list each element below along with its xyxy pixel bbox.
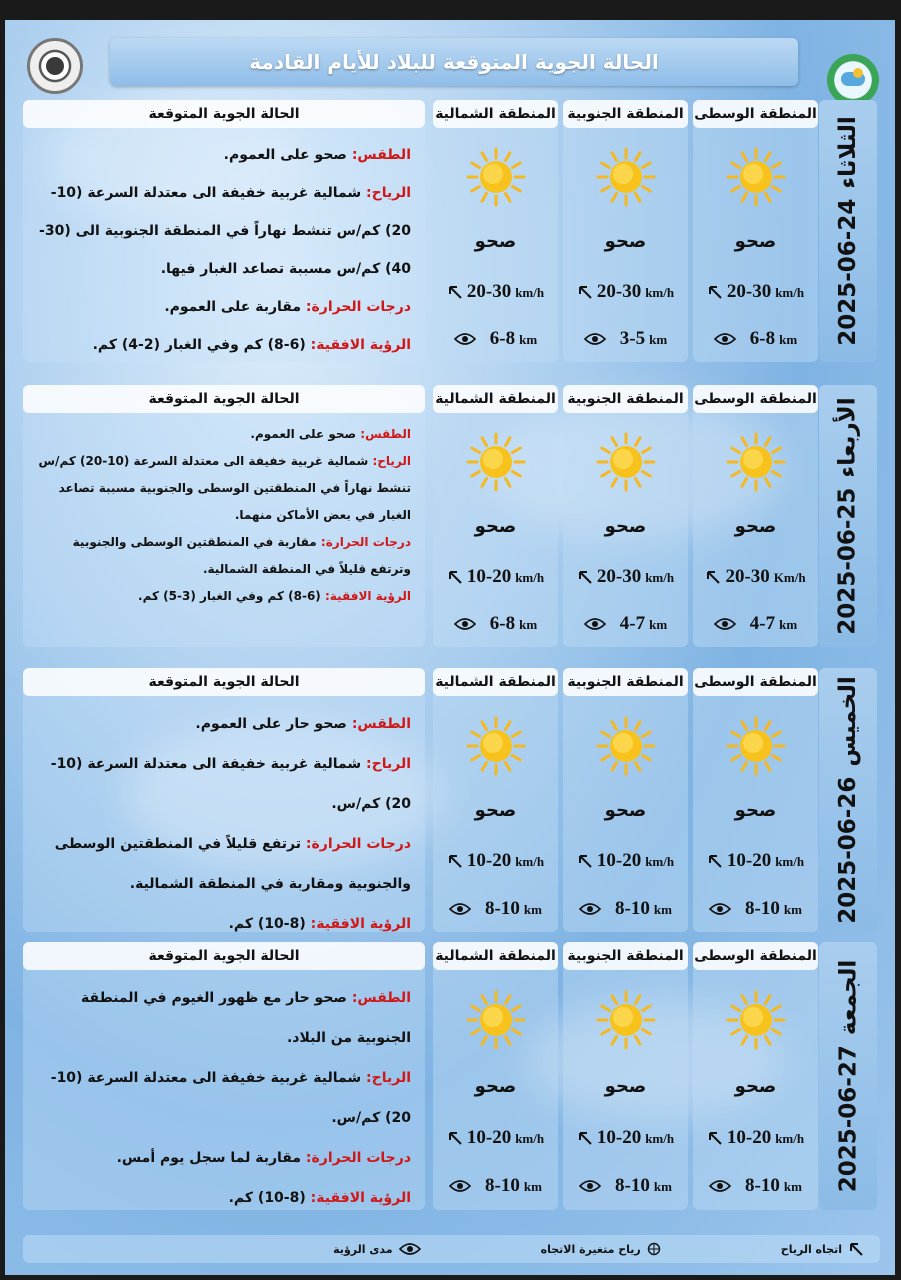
day-date: 2025-06-26 <box>835 776 862 924</box>
eye-icon <box>454 332 476 346</box>
winds-label: الرياح: <box>366 1070 411 1086</box>
winds-text: شمالية غربية خفيفة الى معتدلة السرعة (10-20) كم/س تنشط نهاراً في المنطقة الجنوبية الى (30-40) كم/س مسببة تصاعد الغبار فيها. <box>39 185 411 277</box>
eye-icon <box>714 617 736 631</box>
visibility-range <box>693 613 818 635</box>
region-name: المنطقة الوسطى <box>693 100 818 128</box>
visibility-value: 8-10 <box>485 1175 520 1196</box>
eye-icon <box>449 902 471 916</box>
forecast-heading: الحالة الجوية المتوقعة <box>23 385 425 413</box>
condition-text: صحو <box>734 1076 777 1097</box>
date-tab <box>819 668 877 932</box>
winds-text: شمالية غربية خفيفة الى معتدلة السرعة (10-20) كم/س تنشط نهاراً في المنطقتين الوسطى والجنوبية مسببة تصاعد الغبار في بعض الأماكن منهما. <box>38 454 411 522</box>
condition-text: صحو <box>474 516 517 537</box>
date-tab <box>819 942 877 1210</box>
visibility-value: 4-7 <box>619 613 646 634</box>
forecast-heading: الحالة الجوية المتوقعة <box>23 100 425 128</box>
winds-text: شمالية غربية خفيفة الى معتدلة السرعة (10-20) كم/س. <box>50 1070 411 1126</box>
visibility-unit: km <box>779 617 798 632</box>
weather-label: الطقس: <box>351 147 411 163</box>
wind-direction-icon <box>707 853 723 869</box>
sun-icon <box>726 147 786 207</box>
wind-value: 10-20 <box>596 850 642 871</box>
visibility-unit: km <box>649 617 668 632</box>
visibility-range <box>433 328 558 350</box>
condition-text: صحو <box>474 800 517 821</box>
wind-direction-icon <box>577 569 593 585</box>
forecast-heading: الحالة الجوية المتوقعة <box>23 668 425 696</box>
forecast-heading: الحالة الجوية المتوقعة <box>23 942 425 970</box>
visibility-unit: km <box>653 902 672 917</box>
visibility-value: 8-10 <box>485 898 520 919</box>
condition-text: صحو <box>604 800 647 821</box>
wind-value: 20-30 <box>596 281 642 302</box>
region-card <box>433 942 558 1210</box>
condition-text: صحو <box>474 231 517 252</box>
visibility-line <box>37 326 411 364</box>
wind-unit: km/h <box>645 570 675 585</box>
eye-icon <box>454 617 476 631</box>
region-card <box>563 668 688 932</box>
visibility-text: (8-10) كم. <box>228 916 306 932</box>
forecast-panel <box>23 385 425 647</box>
visibility-label: الرؤية الافقية: <box>324 589 411 603</box>
visibility-line <box>37 904 411 944</box>
temps-label: درجات الحرارة: <box>320 535 411 549</box>
temps-text: مقاربة في المنطقتين الوسطى والجنوبية وترتفع قليلاً في المنطقة الشمالية. <box>72 535 411 576</box>
visibility-value: 6-8 <box>749 328 776 349</box>
temps-line <box>37 1138 411 1178</box>
visibility-unit: km <box>783 1179 802 1194</box>
wind-unit: km/h <box>645 285 675 300</box>
visibility-unit: km <box>523 902 542 917</box>
wind-speed <box>693 850 818 872</box>
region-card <box>693 668 818 932</box>
sun-icon <box>596 716 656 776</box>
region-name: المنطقة الوسطى <box>693 668 818 696</box>
weather-line <box>37 136 411 174</box>
wind-value: 10-20 <box>466 566 512 587</box>
visibility-range <box>563 898 688 920</box>
wind-speed <box>433 566 558 588</box>
visibility-text: (6-8) كم وفي الغبار (2-4) كم. <box>92 337 306 353</box>
visibility-unit: km <box>653 1179 672 1194</box>
wind-unit: km/h <box>515 285 545 300</box>
winds-text: شمالية غربية خفيفة الى معتدلة السرعة (10-20) كم/س. <box>50 756 411 812</box>
wind-speed <box>563 281 688 303</box>
meteorology-logo <box>27 38 83 94</box>
region-name: المنطقة الشمالية <box>433 385 558 413</box>
sun-icon <box>596 990 656 1050</box>
winds-label: الرياح: <box>366 185 411 201</box>
visibility-value: 8-10 <box>745 898 780 919</box>
condition-text: صحو <box>734 800 777 821</box>
wind-speed <box>563 566 688 588</box>
region-name: المنطقة الجنوبية <box>563 100 688 128</box>
visibility-range <box>693 898 818 920</box>
temps-text: ترتفع قليلاً في المنطقتين الوسطى والجنوبية ومقاربة في المنطقة الشمالية. <box>54 836 411 892</box>
wind-direction-icon <box>705 569 721 585</box>
forecast-text <box>23 413 425 610</box>
wind-speed <box>563 850 688 872</box>
wind-value: 20-30 <box>596 566 642 587</box>
region-card <box>563 100 688 362</box>
wind-unit: km/h <box>645 1131 675 1146</box>
wind-speed <box>433 1127 558 1149</box>
legend <box>23 1235 880 1263</box>
region-card <box>433 385 558 647</box>
ministry-logo <box>827 54 879 106</box>
eye-icon <box>709 1179 731 1193</box>
legend-variable-wind <box>541 1242 661 1256</box>
weather-line <box>37 978 411 1058</box>
visibility-text: (8-10) كم. <box>228 1190 306 1206</box>
wind-speed <box>563 1127 688 1149</box>
weather-text: صحو على العموم. <box>250 427 357 441</box>
forecast-text <box>23 970 425 1218</box>
weather-line <box>37 421 411 448</box>
condition-text: صحو <box>604 1076 647 1097</box>
legend-variable-label: رياح متغيرة الاتجاه <box>540 1242 641 1256</box>
variable-wind-icon <box>647 1242 661 1256</box>
winds-line <box>37 174 411 288</box>
day-block <box>5 385 895 647</box>
visibility-range <box>433 613 558 635</box>
day-block <box>5 100 895 362</box>
wind-speed <box>433 850 558 872</box>
eye-icon <box>714 332 736 346</box>
region-card <box>563 385 688 647</box>
condition-text: صحو <box>604 516 647 537</box>
date-tab <box>819 385 877 647</box>
region-card <box>693 100 818 362</box>
wind-unit: km/h <box>515 1131 545 1146</box>
visibility-value: 8-10 <box>745 1175 780 1196</box>
wind-value: 20-30 <box>725 566 770 587</box>
day-name: الأربعاء <box>835 397 862 478</box>
day-date: 2025-06-24 <box>835 198 861 346</box>
visibility-text: (6-8) كم وفي الغبار (3-5) كم. <box>138 589 321 603</box>
day-name: الجمعة <box>835 959 862 1036</box>
visibility-range <box>433 1175 558 1197</box>
wind-value: 10-20 <box>726 850 772 871</box>
wind-value: 10-20 <box>726 1127 772 1148</box>
day-block <box>5 942 895 1210</box>
eye-icon <box>579 902 601 916</box>
region-card <box>693 942 818 1210</box>
wind-unit: km/h <box>775 854 805 869</box>
region-name: المنطقة الوسطى <box>693 942 818 970</box>
sun-icon <box>726 990 786 1050</box>
condition-text: صحو <box>734 516 777 537</box>
temps-line <box>37 824 411 904</box>
weather-text: صحو على العموم. <box>223 147 347 163</box>
wind-direction-icon <box>447 569 463 585</box>
sun-icon <box>596 432 656 492</box>
visibility-unit: km <box>523 1179 542 1194</box>
visibility-value: 4-7 <box>749 613 776 634</box>
temps-label: درجات الحرارة: <box>305 1150 411 1166</box>
legend-wind-label: اتجاه الرياح <box>780 1242 842 1256</box>
region-name: المنطقة الشمالية <box>433 942 558 970</box>
wind-direction-icon <box>447 1130 463 1146</box>
winds-label: الرياح: <box>366 756 411 772</box>
winds-line <box>37 1058 411 1138</box>
region-card <box>693 385 818 647</box>
visibility-line <box>37 583 411 610</box>
region-name: المنطقة الشمالية <box>433 668 558 696</box>
condition-text: صحو <box>604 231 647 252</box>
wind-value: 10-20 <box>596 1127 642 1148</box>
visibility-unit: km <box>783 902 802 917</box>
wind-speed <box>693 566 818 588</box>
temps-line <box>37 288 411 326</box>
visibility-value: 8-10 <box>615 1175 650 1196</box>
temps-label: درجات الحرارة: <box>305 299 411 315</box>
day-name: الخميس <box>835 676 862 767</box>
sun-icon <box>596 147 656 207</box>
wind-direction-icon <box>447 853 463 869</box>
forecast-sheet <box>5 20 895 1275</box>
weather-text: صحو حار على العموم. <box>195 716 347 732</box>
visibility-range <box>563 328 688 350</box>
visibility-range <box>563 1175 688 1197</box>
eye-icon <box>449 1179 471 1193</box>
sun-icon <box>726 432 786 492</box>
forecast-panel <box>23 668 425 932</box>
eye-icon <box>579 1179 601 1193</box>
visibility-value: 6-8 <box>489 328 516 349</box>
wind-direction-icon <box>707 1130 723 1146</box>
condition-text: صحو <box>734 231 777 252</box>
visibility-unit: km <box>779 332 798 347</box>
condition-text: صحو <box>474 1076 517 1097</box>
wind-unit: km/h <box>775 285 805 300</box>
day-date: 2025-06-27 <box>835 1045 862 1193</box>
visibility-value: 6-8 <box>489 613 516 634</box>
temps-line <box>37 529 411 583</box>
legend-visibility <box>333 1242 420 1256</box>
wind-value: 20-30 <box>466 281 512 302</box>
visibility-range <box>563 613 688 635</box>
weather-text: صحو حار مع ظهور الغيوم في المنطقة الجنوبية من البلاد. <box>81 990 411 1046</box>
visibility-unit: km <box>519 332 538 347</box>
forecast-text <box>23 696 425 944</box>
wind-unit: km/h <box>515 570 545 585</box>
visibility-value: 3-5 <box>619 328 646 349</box>
wind-direction-icon <box>848 1241 864 1257</box>
wind-speed <box>433 281 558 303</box>
eye-icon <box>584 332 606 346</box>
wind-speed <box>693 1127 818 1149</box>
sun-icon <box>466 147 526 207</box>
weather-label: الطقس: <box>351 990 411 1006</box>
visibility-unit: km <box>649 332 668 347</box>
eye-icon <box>709 902 731 916</box>
sun-icon <box>726 716 786 776</box>
legend-wind-direction <box>781 1241 864 1257</box>
forecast-text <box>23 128 425 364</box>
region-card <box>433 100 558 362</box>
temps-text: مقاربة على العموم. <box>164 299 302 315</box>
page-title: الحالة الجوية المتوقعة للبلاد للأيام القادمة <box>249 50 659 74</box>
region-name: المنطقة الجنوبية <box>563 385 688 413</box>
wind-direction-icon <box>577 853 593 869</box>
sun-icon <box>466 990 526 1050</box>
temps-text: مقاربة لما سجل يوم أمس. <box>116 1150 302 1166</box>
page-header <box>110 38 798 86</box>
region-name: المنطقة الشمالية <box>433 100 558 128</box>
forecast-panel <box>23 100 425 362</box>
day-block <box>5 668 895 932</box>
visibility-label: الرؤية الافقية: <box>310 337 411 353</box>
day-date: 2025-06-25 <box>835 487 862 635</box>
weather-label: الطقس: <box>351 716 411 732</box>
sun-icon <box>466 716 526 776</box>
winds-line <box>37 744 411 824</box>
region-name: المنطقة الجنوبية <box>563 942 688 970</box>
temps-label: درجات الحرارة: <box>305 836 411 852</box>
wind-direction-icon <box>577 1130 593 1146</box>
visibility-label: الرؤية الافقية: <box>310 916 411 932</box>
visibility-line <box>37 1178 411 1218</box>
wind-direction-icon <box>447 284 463 300</box>
wind-value: 10-20 <box>466 1127 512 1148</box>
wind-unit: Km/h <box>773 570 806 585</box>
region-card <box>433 668 558 932</box>
weather-line <box>37 704 411 744</box>
visibility-unit: km <box>519 617 538 632</box>
region-name: المنطقة الجنوبية <box>563 668 688 696</box>
wind-unit: km/h <box>645 854 675 869</box>
weather-label: الطقس: <box>360 427 411 441</box>
visibility-range <box>433 898 558 920</box>
date-tab <box>819 100 877 362</box>
wind-direction-icon <box>707 284 723 300</box>
visibility-value: 8-10 <box>615 898 650 919</box>
day-name: الثلاثاء <box>835 116 861 189</box>
visibility-label: الرؤية الافقية: <box>310 1190 411 1206</box>
eye-icon <box>399 1242 421 1256</box>
wind-speed <box>693 281 818 303</box>
winds-label: الرياح: <box>372 454 411 468</box>
wind-value: 20-30 <box>726 281 772 302</box>
visibility-range <box>693 328 818 350</box>
winds-line <box>37 448 411 529</box>
wind-value: 10-20 <box>466 850 512 871</box>
wind-direction-icon <box>577 284 593 300</box>
sun-icon <box>466 432 526 492</box>
wind-unit: km/h <box>515 854 545 869</box>
legend-visibility-label: مدى الرؤية <box>333 1242 393 1256</box>
region-name: المنطقة الوسطى <box>693 385 818 413</box>
wind-unit: km/h <box>775 1131 805 1146</box>
eye-icon <box>584 617 606 631</box>
visibility-range <box>693 1175 818 1197</box>
forecast-panel <box>23 942 425 1210</box>
region-card <box>563 942 688 1210</box>
